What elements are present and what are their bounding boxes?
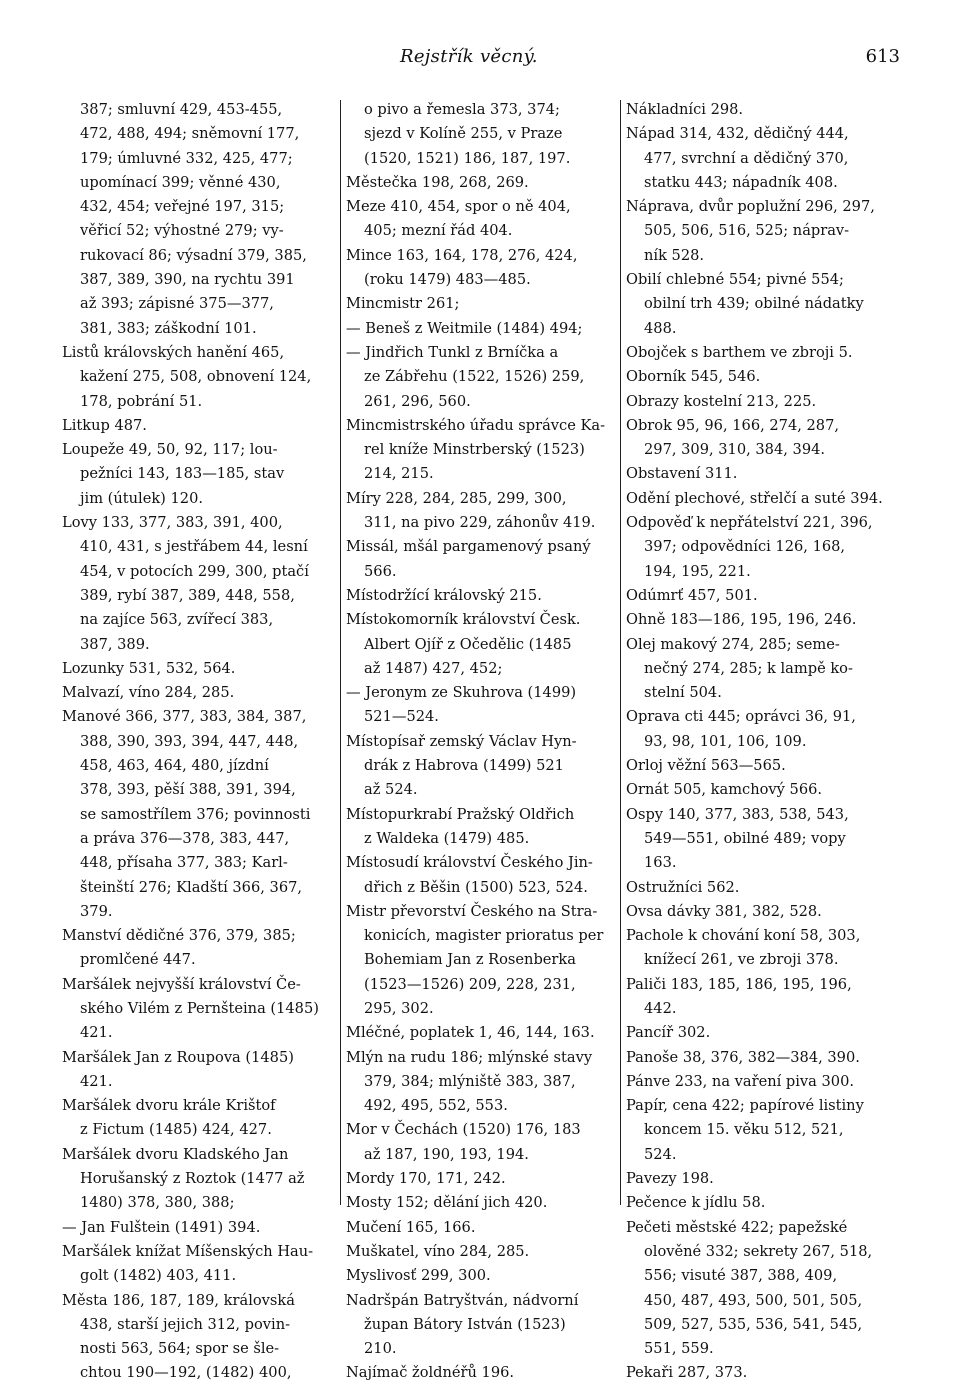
index-continuation-line: 421. [80, 1072, 113, 1090]
index-entry-line: Města 186, 187, 189, královská [62, 1291, 295, 1309]
index-continuation-line: Albert Ojíř z Očedělic (1485 [364, 635, 572, 653]
index-continuation-line: 1480) 378, 380, 388; [80, 1194, 235, 1212]
index-continuation-line: konicích, magister prioratus per [364, 927, 604, 945]
index-continuation-line: statku 443; nápadník 408. [644, 173, 838, 191]
index-entry-line: Odúmrť 457, 501. [626, 586, 758, 604]
index-continuation-line: 432, 454; veřejné 197, 315; [80, 198, 285, 216]
index-entry-line: Meze 410, 454, spor o ně 404, [346, 198, 571, 216]
index-continuation-line: 397; odpovědníci 126, 168, [644, 538, 846, 556]
index-entry-line: Ostružníci 562. [626, 878, 740, 896]
index-continuation-line: 388, 390, 393, 394, 447, 448, [80, 732, 299, 750]
index-continuation-line: upomínací 399; věnné 430, [80, 173, 281, 191]
index-continuation-line: o pivo a řemesla 373, 374; [364, 101, 560, 118]
index-continuation-line: 194, 195, 221. [644, 562, 751, 580]
index-continuation-line: pežníci 143, 183—185, stav [80, 465, 285, 483]
index-continuation-line: 163. [644, 854, 677, 872]
index-column-2 [346, 98, 616, 1386]
index-entry-line: Mordy 170, 171, 242. [346, 1170, 506, 1188]
index-entry-line: Lovy 133, 377, 383, 391, 400, [62, 514, 283, 532]
index-continuation-line: golt (1482) 403, 411. [80, 1267, 237, 1285]
index-entry-line: Obstavení 311. [626, 465, 738, 483]
index-continuation-line: 472, 488, 494; sněmovní 177, [80, 125, 300, 143]
index-entry-line: Ohně 183—186, 195, 196, 246. [626, 611, 857, 629]
index-entry-line: Panoše 38, 376, 382—384, 390. [626, 1048, 860, 1066]
index-continuation-line: 458, 463, 464, 480, jízdní [80, 757, 269, 775]
index-continuation-line: 389, rybí 387, 389, 448, 558, [80, 586, 295, 604]
index-continuation-line: 549—551, obilné 489; vopy [644, 829, 846, 847]
index-entry-line: Lozunky 531, 532, 564. [62, 659, 236, 677]
index-continuation-line: drák z Habrova (1499) 521 [364, 757, 564, 775]
index-continuation-line: z Waldeka (1479) 485. [364, 829, 530, 847]
index-entry-line: Najímač žoldnéřů 196. [346, 1364, 515, 1382]
index-continuation-line: 379, 384; mlýniště 383, 387, [364, 1072, 576, 1090]
index-continuation-line: 311, na pivo 229, záhonův 419. [364, 514, 596, 532]
index-entry-line: Maršálek nejvyšší království Če- [62, 975, 301, 993]
index-continuation-line: župan Bátory István (1523) [364, 1315, 566, 1333]
index-continuation-line: ze Zábřehu (1522, 1526) 259, [364, 368, 585, 386]
index-continuation-line: 214, 215. [364, 465, 434, 483]
index-entry-line: Papír, cena 422; papírové listiny [626, 1097, 864, 1115]
index-entry-line: Maršálek knížat Míšenských Hau- [62, 1242, 314, 1260]
index-continuation-line: věřicí 52; výhostné 279; vy- [80, 222, 284, 240]
index-continuation-line: stelní 504. [644, 684, 722, 702]
index-entry-line: Mistr převorství Českého na Stra- [346, 902, 598, 920]
index-continuation-line: promlčené 447. [80, 951, 196, 969]
page-number: 613 [865, 46, 900, 67]
index-entry-line: Malvazí, víno 284, 285. [62, 684, 235, 702]
index-continuation-line: 521—524. [364, 708, 439, 726]
index-entry-line: — Jindřich Tunkl z Brníčka a [346, 343, 559, 361]
index-continuation-line: rel kníže Minstrberský (1523) [364, 441, 585, 459]
index-continuation-line: kažení 275, 508, obnovení 124, [80, 368, 312, 386]
index-continuation-line: ník 528. [644, 246, 705, 264]
index-continuation-line: 442. [644, 999, 677, 1017]
index-entry-line: Mléčné, poplatek 1, 46, 144, 163. [346, 1024, 595, 1042]
index-continuation-line: až 393; zápisné 375—377, [80, 295, 274, 313]
index-continuation-line: 381, 383; záškodní 101. [80, 319, 257, 337]
index-continuation-line: 295, 302. [364, 999, 434, 1017]
index-entry-line: Manství dědičné 376, 379, 385; [62, 927, 296, 945]
index-continuation-line: na zajíce 563, zvířecí 383, [80, 611, 274, 629]
index-entry-line: Pánve 233, na vaření piva 300. [626, 1072, 855, 1090]
index-continuation-line: 210. [364, 1340, 397, 1358]
index-continuation-line: koncem 15. věku 512, 521, [644, 1121, 844, 1139]
index-continuation-line: 454, v potocích 299, 300, ptačí [80, 562, 309, 580]
index-entry-line: Obrok 95, 96, 166, 274, 287, [626, 416, 840, 434]
index-continuation-line: 378, 393, pěší 388, 391, 394, [80, 781, 296, 799]
index-continuation-line: 448, přísaha 377, 383; Karl- [80, 854, 288, 872]
index-entry-line: Místopísař zemský Václav Hyn- [346, 732, 577, 750]
column-rule [620, 100, 621, 1205]
index-continuation-line: nosti 563, 564; spor se šle- [80, 1340, 280, 1358]
index-entry-line: Mor v Čechách (1520) 176, 183 [346, 1121, 581, 1139]
index-continuation-line: 379. [80, 902, 113, 920]
index-continuation-line: 179; úmluvné 332, 425, 477; [80, 149, 293, 167]
index-entry-line: Pavezy 198. [626, 1170, 714, 1188]
index-entry-line: Mučení 165, 166. [346, 1218, 476, 1236]
index-entry-line: Místokomorník království Česk. [346, 611, 581, 629]
index-entry-line: Mincmistrského úřadu správce Ka- [346, 416, 606, 434]
index-entry-line: Městečka 198, 268, 269. [346, 173, 529, 191]
index-column-3 [626, 98, 902, 1386]
index-entry-line: Nákladníci 298. [626, 101, 744, 118]
page-header [0, 46, 960, 76]
index-entry-line: Litkup 487. [62, 416, 147, 434]
index-entry-line: — Beneš z Weitmile (1484) 494; [346, 319, 583, 337]
index-continuation-line: 509, 527, 535, 536, 541, 545, [644, 1315, 863, 1333]
index-entry-line: Obrazy kostelní 213, 225. [626, 392, 817, 410]
index-continuation-line: ského Vilém z Pernšteina (1485) [80, 999, 319, 1017]
index-entry-line: Mlýn na rudu 186; mlýnské stavy [346, 1048, 593, 1066]
index-continuation-line: olověné 332; sekrety 267, 518, [644, 1242, 873, 1260]
index-entry-line: Místopurkrabí Pražský Oldřich [346, 805, 575, 823]
index-continuation-line: 421. [80, 1024, 113, 1042]
index-continuation-line: se samostřílem 376; povinnosti [80, 805, 311, 823]
index-continuation-line: 178, pobrání 51. [80, 392, 203, 410]
index-entry-line: Pečeti městské 422; papežské [626, 1218, 848, 1236]
index-entry-line: Orloj věžní 563—565. [626, 757, 786, 775]
index-entry-line: Náprava, dvůr poplužní 296, 297, [626, 198, 875, 216]
index-continuation-line: 551, 559. [644, 1340, 714, 1358]
index-columns [62, 98, 908, 1382]
index-entry-line: — Jeronym ze Skuhrova (1499) [346, 684, 577, 702]
index-continuation-line: 505, 506, 516, 525; náprav- [644, 222, 850, 240]
index-continuation-line: 524. [644, 1145, 677, 1163]
index-entry-line: Mince 163, 164, 178, 276, 424, [346, 246, 578, 264]
index-entry-line: Myslivosť 299, 300. [346, 1267, 491, 1285]
index-entry-line: Obilí chlebné 554; pivné 554; [626, 271, 844, 289]
index-entry-line: Místosudí království Českého Jin- [346, 854, 593, 872]
index-continuation-line: 297, 309, 310, 384, 394. [644, 441, 826, 459]
index-continuation-line: rukovací 86; výsadní 379, 385, [80, 246, 307, 264]
index-entry-line: Ornát 505, kamchový 566. [626, 781, 823, 799]
index-entry-line: Nadršpán Batryštván, nádvorní [346, 1291, 579, 1309]
index-continuation-line: 387, 389, 390, na rychtu 391 [80, 271, 295, 289]
index-entry-line: Olej makový 274, 285; seme- [626, 635, 840, 653]
index-entry-line: Mosty 152; dělání jich 420. [346, 1194, 548, 1212]
index-continuation-line: chtou 190—192, (1482) 400, [80, 1364, 292, 1382]
index-continuation-line: 488. [644, 319, 677, 337]
index-continuation-line: sjezd v Kolíně 255, v Praze [364, 125, 563, 143]
index-continuation-line: nečný 274, 285; k lampě ko- [644, 659, 853, 677]
index-continuation-line: 450, 487, 493, 500, 501, 505, [644, 1291, 863, 1309]
index-continuation-line: obilní trh 439; obilné nádatky [644, 295, 864, 313]
index-continuation-line: knížecí 261, ve zbroji 378. [644, 951, 839, 969]
index-continuation-line: Bohemiam Jan z Rosenberka [364, 951, 576, 969]
index-continuation-line: 410, 431, s jestřábem 44, lesní [80, 538, 308, 556]
index-continuation-line: 387; smluvní 429, 453-455, [80, 101, 283, 118]
index-entry-line: Místodržící královský 215. [346, 586, 542, 604]
index-continuation-line: šteinští 276; Kladští 366, 367, [80, 878, 303, 896]
index-entry-line: Obojček s barthem ve zbroji 5. [626, 343, 853, 361]
index-continuation-line: až 187, 190, 193, 194. [364, 1145, 529, 1163]
index-entry-line: Oprava cti 445; oprávci 36, 91, [626, 708, 856, 726]
index-continuation-line: 261, 296, 560. [364, 392, 471, 410]
index-entry-line: Maršálek dvoru krále Krištof [62, 1097, 276, 1115]
index-entry-line: Míry 228, 284, 285, 299, 300, [346, 489, 567, 507]
index-entry-line: Muškatel, víno 284, 285. [346, 1242, 530, 1260]
index-entry-line: Nápad 314, 432, dědičný 444, [626, 125, 849, 143]
index-entry-line: Manové 366, 377, 383, 384, 387, [62, 708, 307, 726]
index-continuation-line: 93, 98, 101, 106, 109. [644, 732, 807, 750]
index-continuation-line: 477, svrchní a dědičný 370, [644, 149, 849, 167]
index-entry-line: Ospy 140, 377, 383, 538, 543, [626, 805, 849, 823]
index-entry-line: Maršálek Jan z Roupova (1485) [62, 1048, 294, 1066]
index-continuation-line: 492, 495, 552, 553. [364, 1097, 508, 1115]
index-entry-line: Loupeže 49, 50, 92, 117; lou- [62, 441, 278, 459]
index-entry-line: Listů královských hanění 465, [62, 343, 285, 361]
index-continuation-line: až 1487) 427, 452; [364, 659, 503, 677]
index-continuation-line: 405; mezní řád 404. [364, 222, 513, 240]
index-continuation-line: 438, starší jejich 312, povin- [80, 1315, 291, 1333]
index-continuation-line: až 524. [364, 781, 418, 799]
index-continuation-line: (1523—1526) 209, 228, 231, [364, 975, 576, 993]
index-continuation-line: (1520, 1521) 186, 187, 197. [364, 149, 571, 167]
index-entry-line: Odpověď k nepřátelství 221, 396, [626, 514, 873, 532]
index-continuation-line: a práva 376—378, 383, 447, [80, 829, 290, 847]
index-entry-line: Maršálek dvoru Kladského Jan [62, 1145, 289, 1163]
index-entry-line: Oborník 545, 546. [626, 368, 761, 386]
index-entry-line: Ovsa dávky 381, 382, 528. [626, 902, 822, 920]
index-entry-line: Paliči 183, 185, 186, 195, 196, [626, 975, 852, 993]
index-entry-line: Missál, mšál pargamenový psaný [346, 538, 591, 556]
index-continuation-line: z Fictum (1485) 424, 427. [80, 1121, 272, 1139]
index-continuation-line: 566. [364, 562, 397, 580]
index-entry-line: Pachole k chování koní 58, 303, [626, 927, 861, 945]
running-title: Rejstřík věcný. [400, 46, 538, 67]
index-continuation-line: 387, 389. [80, 635, 150, 653]
index-entry-line: Odění plechové, střelčí a suté 394. [626, 489, 883, 507]
index-entry-line: Pancíř 302. [626, 1024, 711, 1042]
index-continuation-line: Horušanský z Roztok (1477 až [80, 1170, 305, 1188]
index-continuation-line: dřich z Běšin (1500) 523, 524. [364, 878, 588, 896]
index-entry-line: — Jan Fulštein (1491) 394. [62, 1218, 261, 1236]
index-continuation-line: (roku 1479) 483—485. [364, 271, 531, 289]
index-continuation-line: 556; visuté 387, 388, 409, [644, 1267, 838, 1285]
index-entry-line: Mincmistr 261; [346, 295, 460, 313]
index-entry-line: Pekaři 287, 373. [626, 1364, 748, 1382]
column-rule [340, 100, 341, 1205]
index-continuation-line: jim (útulek) 120. [80, 489, 203, 507]
index-entry-line: Pečence k jídlu 58. [626, 1194, 766, 1212]
index-column-1 [62, 98, 337, 1386]
